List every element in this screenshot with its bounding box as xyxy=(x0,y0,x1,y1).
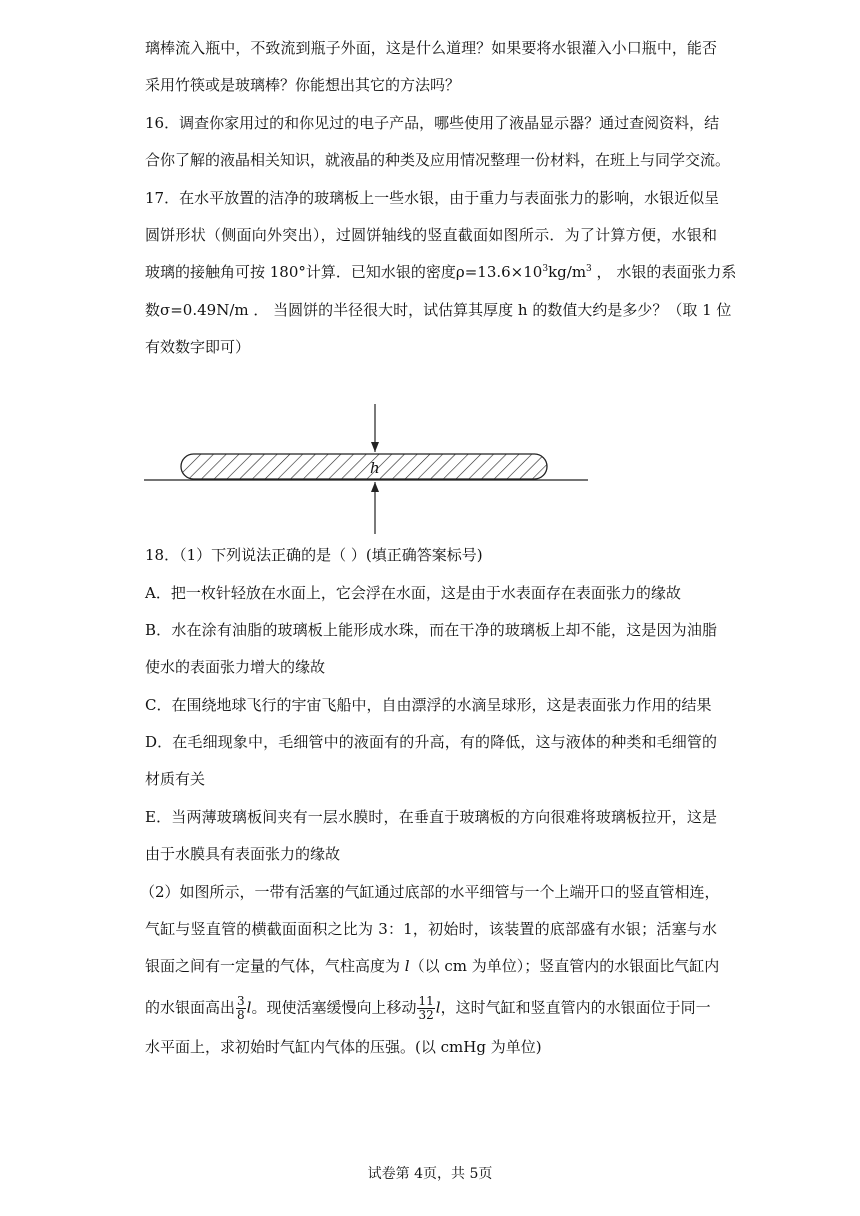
q17-text-line: 圆饼形状（侧面向外突出），过圆饼轴线的竖直截面如图所示．为了计算方便，水银和 xyxy=(145,226,717,244)
q18-option-d: D．在毛细现象中，毛细管中的液面有的升高，有的降低，这与液体的种类和毛细管的 xyxy=(145,733,717,751)
fraction-numerator: 3 xyxy=(237,994,245,1008)
q18-option-e: E．当两薄玻璃板间夹有一层水膜时，在垂直于玻璃板的方向很难将玻璃板拉开，这是 xyxy=(145,808,717,826)
part2-l3-a: 银面之间有一定量的气体，气柱高度为 xyxy=(145,957,405,975)
q17-line3-sup2: 3 xyxy=(586,264,592,274)
q17-text-line xyxy=(145,262,737,282)
fraction-denominator: 32 xyxy=(418,1008,434,1022)
q18-part1-line: 18．（1）下列说法正确的是（ ）(填正确答案标号) xyxy=(145,546,483,564)
part2-l3-b: （以 cm 为单位）；竖直管内的水银面比气缸内 xyxy=(409,957,720,975)
page-footer: 试卷第 4页，共 5页 xyxy=(367,1166,493,1182)
thickness-label: h xyxy=(370,459,380,477)
q17-line3-c: ， 水银的表面张力系 xyxy=(591,263,737,281)
q18-part2-line: 水平面上，求初始时气缸内气体的压强。(以 cmHg 为单位) xyxy=(145,1038,542,1056)
top-arrow-head xyxy=(371,442,379,452)
q17-line3-b: kg/m xyxy=(548,263,587,281)
q18-part2-line: （2）如图所示，一带有活塞的气缸通过底部的水平细管与一个上端开口的竖直管相连， xyxy=(140,883,720,901)
q18-part2-line: 气缸与竖直管的横截面面积之比为 3：1，初始时，该装置的底部盛有水银；活塞与水 xyxy=(145,920,717,938)
q17-text-line: 17．在水平放置的洁净的玻璃板上一些水银，由于重力与表面张力的影响，水银近似呈 xyxy=(145,189,720,207)
mercury-pancake-figure xyxy=(140,400,600,540)
q16-text-line: 合你了解的液晶相关知识，就液晶的种类及应用情况整理一份材料，在班上与同学交流。 xyxy=(145,151,731,169)
bottom-arrow-head xyxy=(371,482,379,492)
q18-part2-line xyxy=(145,995,717,1022)
q18-option-b: B．水在涂有油脂的玻璃板上能形成水珠，而在干净的玻璃板上却不能，这是因为油脂 xyxy=(145,621,717,639)
q17-line3-a: 玻璃的接触角可按 180°计算．已知水银的密度ρ=13.6×10 xyxy=(145,263,543,281)
part2-l4-a: 的水银面高出 xyxy=(145,998,236,1017)
fraction-3-8 xyxy=(236,995,246,1022)
part2-l4-b: 。现使活塞缓慢向上移动 xyxy=(251,998,417,1017)
fraction-numerator: 11 xyxy=(418,994,434,1008)
q18-option-e-cont: 由于水膜具有表面张力的缘故 xyxy=(145,845,341,863)
q17-text-line: 有效数字即可） xyxy=(145,338,251,356)
q18-option-c: C．在围绕地球飞行的宇宙飞船中，自由漂浮的水滴呈球形，这是表面张力作用的结果 xyxy=(145,696,712,714)
q17-line3-sup: 3 xyxy=(542,264,549,274)
q15-text-line: 采用竹筷或是玻璃棒？你能想出其它的方法吗？ xyxy=(145,76,461,94)
fraction-denominator: 8 xyxy=(237,1008,245,1022)
var-l: l xyxy=(435,998,441,1017)
var-l: l xyxy=(246,998,252,1017)
q17-text-line: 数σ=0.49N/m ． 当圆饼的半径很大时，试估算其厚度 h 的数值大约是多少？（取 1 位 xyxy=(145,301,732,319)
q16-text-line: 16．调查你家用过的和你见过的电子产品，哪些使用了液晶显示器？通过查阅资料，结 xyxy=(145,114,720,132)
part2-l4-c: ，这时气缸和竖直管内的水银面位于同一 xyxy=(440,998,711,1017)
mercury-cross-section xyxy=(181,454,547,479)
q18-option-b-cont: 使水的表面张力增大的缘故 xyxy=(145,658,326,676)
q18-option-a: A．把一枚针轻放在水面上，它会浮在水面，这是由于水表面存在表面张力的缘故 xyxy=(145,584,681,602)
var-l: l xyxy=(404,957,410,975)
q15-text-line: 璃棒流入瓶中，不致流到瓶子外面，这是什么道理？如果要将水银灌入小口瓶中，能否 xyxy=(145,39,717,57)
fraction-11-32 xyxy=(417,995,434,1022)
q18-part2-line xyxy=(145,956,720,976)
q18-option-d-cont: 材质有关 xyxy=(145,770,206,788)
